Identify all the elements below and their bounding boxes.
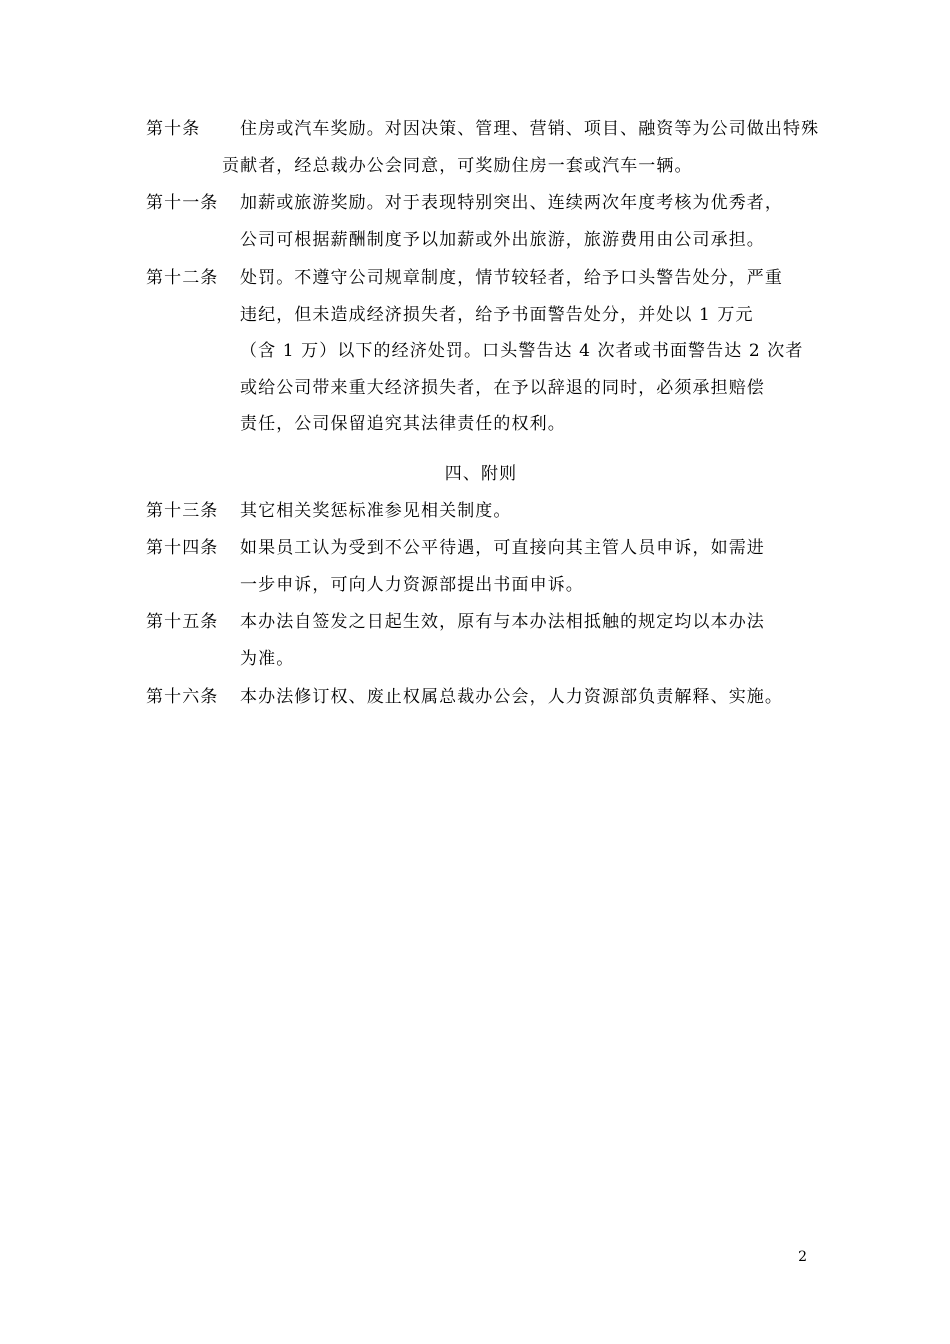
article-10: [146, 111, 820, 184]
article-label: 第十六条: [146, 687, 219, 707]
article-14: [146, 530, 816, 603]
article-line: 本办法自签发之日起生效，原有与本办法相抵触的规定均以本办法: [240, 612, 765, 632]
article-label: 第十二条: [146, 268, 219, 288]
article-15: [146, 604, 816, 677]
article-label: 第十四条: [146, 538, 219, 558]
section-heading: 四、附则: [444, 464, 518, 484]
article-line: 违纪，但未造成经济损失者，给予书面警告处分，并处以 1 万元: [240, 304, 754, 325]
article-line: 加薪或旅游奖励。对于表现特别突出、连续两次年度考核为优秀者，: [240, 193, 783, 213]
article-line: 其它相关奖惩标准参见相关制度。: [240, 501, 512, 521]
article-label: 第十三条: [146, 501, 219, 521]
article-label: 第十一条: [146, 193, 219, 213]
article-line: 处罚。不遵守公司规章制度，情节较轻者，给予口头警告处分，严重: [240, 268, 783, 288]
article-line: （含 1 万）以下的经济处罚。口头警告达 4 次者或书面警告达 2 次者: [240, 341, 804, 361]
article-12: [146, 260, 816, 443]
article-line: 贡献者，经总裁办公会同意，可奖励住房一套或汽车一辆。: [222, 155, 693, 176]
article-label: 第十五条: [146, 612, 219, 632]
page-number: 2: [798, 1249, 807, 1265]
article-line: 本办法修订权、废止权属总裁办公会，人力资源部负责解释、实施。: [240, 687, 783, 707]
article-line: 住房或汽车奖励。对因决策、管理、营销、项目、融资等为公司做出特殊: [240, 119, 820, 139]
article-16: [146, 679, 816, 716]
article-line: 为准。: [240, 648, 295, 669]
article-line: 或给公司带来重大经济损失者，在予以辞退的同时，必须承担赔偿: [240, 377, 765, 398]
article-11: [146, 185, 816, 258]
article-line: 如果员工认为受到不公平待遇，可直接向其主管人员申诉，如需进: [240, 538, 765, 558]
article-line: 责任，公司保留追究其法律责任的权利。: [240, 414, 566, 434]
article-line: 公司可根据薪酬制度予以加薪或外出旅游，旅游费用由公司承担。: [240, 229, 765, 250]
article-13: [146, 493, 816, 530]
article-label: 第十条: [146, 119, 201, 139]
article-line: 一步申诉，可向人力资源部提出书面申诉。: [240, 574, 584, 595]
